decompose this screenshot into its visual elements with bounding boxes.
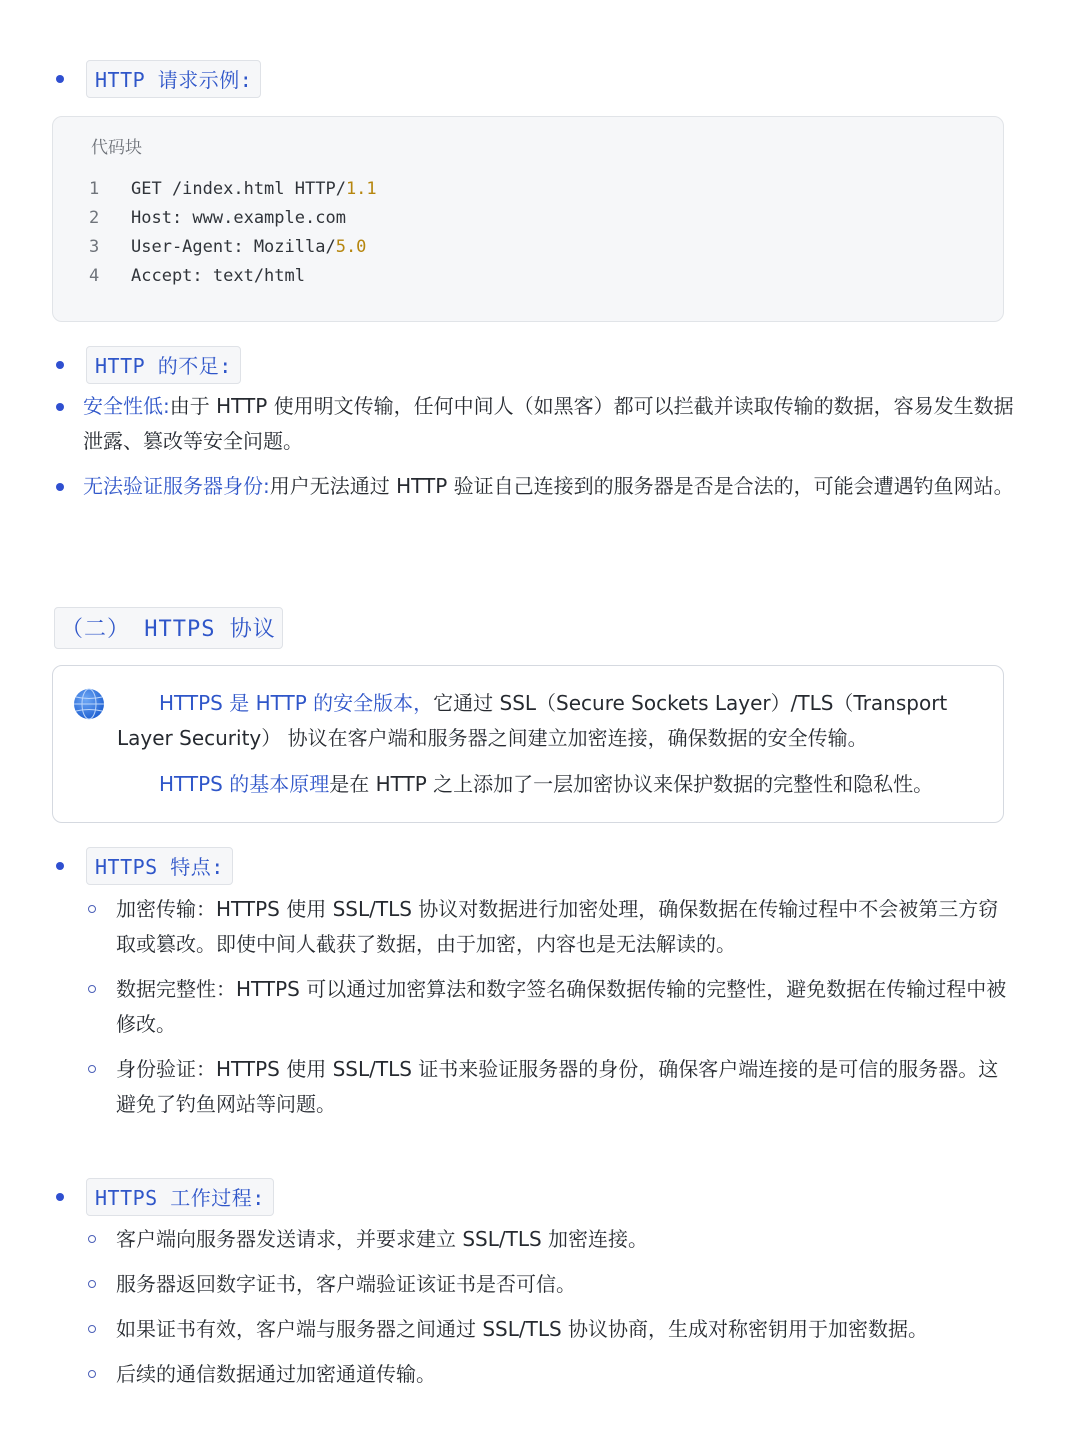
globe-icon xyxy=(73,688,105,720)
line-number: 4 xyxy=(89,266,100,286)
item-text: 数据完整性：HTTPS 可以通过加密算法和数字签名确保数据传输的完整性，避免数据在传输过程中被修改。 xyxy=(116,977,1007,1036)
sub-list-item xyxy=(88,1052,1008,1122)
bullet-dot xyxy=(56,75,64,83)
list-item xyxy=(56,469,1016,504)
line-number: 1 xyxy=(89,179,100,199)
item-text: 后续的通信数据通过加密通道传输。 xyxy=(116,1362,436,1386)
bullet-dot xyxy=(56,862,64,870)
code-block[interactable] xyxy=(52,116,1004,322)
circle-bullet xyxy=(88,1280,96,1288)
callout-highlight: HTTPS 是 HTTP 的安全版本， xyxy=(159,691,434,715)
circle-bullet xyxy=(88,1370,96,1378)
circle-bullet xyxy=(88,985,96,993)
http-issues-heading-row xyxy=(56,346,241,384)
code-lines xyxy=(89,175,377,291)
section-heading-https: （二） HTTPS 协议 xyxy=(54,607,283,649)
code-line xyxy=(89,204,377,233)
callout-text: 它通过 SSL（Secure Sockets Layer）/TLS（Transport Layer Security） 协议在客户端和服务器之间建立加密连接，确保数据的安全传输。 xyxy=(117,691,948,750)
line-number: 2 xyxy=(89,208,100,228)
sub-list-item xyxy=(88,1357,1008,1392)
code-line xyxy=(89,262,377,291)
list-item xyxy=(56,389,1016,459)
item-text: 客户端向服务器发送请求，并要求建立 SSL/TLS 加密连接。 xyxy=(116,1227,649,1251)
item-text: 如果证书有效，客户端与服务器之间通过 SSL/TLS 协议协商，生成对称密钥用于加密数据。 xyxy=(116,1317,929,1341)
item-text: 用户无法通过 HTTP 验证自己连接到的服务器是否是合法的，可能会遭遇钓鱼网站。 xyxy=(269,474,1014,498)
code-line xyxy=(89,175,377,204)
circle-bullet xyxy=(88,1065,96,1073)
callout-paragraph xyxy=(117,686,977,756)
https-process-heading: HTTPS 工作过程: xyxy=(86,1178,274,1216)
https-process-heading-row xyxy=(56,1178,274,1216)
circle-bullet xyxy=(88,1235,96,1243)
circle-bullet xyxy=(88,905,96,913)
bullet-dot xyxy=(56,361,64,369)
info-callout xyxy=(52,665,1004,823)
code-text: GET /index.html HTTP/ xyxy=(131,179,346,199)
bullet-dot xyxy=(56,1193,64,1201)
code-number: 1.1 xyxy=(345,179,377,199)
code-text: Accept: text/html xyxy=(131,266,305,286)
bullet-dot xyxy=(56,403,64,411)
sub-list-item xyxy=(88,1267,1008,1302)
code-block-label: 代码块 xyxy=(91,138,142,158)
item-term: 无法验证服务器身份: xyxy=(83,474,270,498)
http-example-heading: HTTP 请求示例: xyxy=(86,60,261,98)
code-line xyxy=(89,233,377,262)
circle-bullet xyxy=(88,1325,96,1333)
line-number: 3 xyxy=(89,237,100,257)
code-text: User-Agent: Mozilla/ xyxy=(131,237,336,257)
http-example-heading-row xyxy=(56,60,261,98)
item-term: 安全性低: xyxy=(83,394,170,418)
callout-paragraph xyxy=(117,767,977,802)
code-text: Host: www.example.com xyxy=(131,208,346,228)
http-issues-heading: HTTP 的不足: xyxy=(86,346,241,384)
code-number: 5.0 xyxy=(335,237,367,257)
https-features-heading: HTTPS 特点: xyxy=(86,847,233,885)
item-text: 服务器返回数字证书，客户端验证该证书是否可信。 xyxy=(116,1272,576,1296)
sub-list-item xyxy=(88,892,1008,962)
callout-highlight: HTTPS 的基本原理 xyxy=(159,772,330,796)
sub-list-item xyxy=(88,1312,1008,1347)
sub-list-item xyxy=(88,1222,1008,1257)
item-text: 加密传输：HTTPS 使用 SSL/TLS 协议对数据进行加密处理，确保数据在传输过程中不会被第三方窃取或篡改。即使中间人截获了数据，由于加密，内容也是无法解读的。 xyxy=(116,897,999,956)
sub-list-item xyxy=(88,972,1008,1042)
item-text: 由于 HTTP 使用明文传输，任何中间人（如黑客）都可以拦截并读取传输的数据，容易发生数据泄露、篡改等安全问题。 xyxy=(83,394,1014,453)
https-features-heading-row xyxy=(56,847,233,885)
callout-text: 是在 HTTP 之上添加了一层加密协议来保护数据的完整性和隐私性。 xyxy=(329,772,934,796)
item-text: 身份验证：HTTPS 使用 SSL/TLS 证书来验证服务器的身份，确保客户端连接的是可信的服务器。这避免了钓鱼网站等问题。 xyxy=(116,1057,999,1116)
bullet-dot xyxy=(56,483,64,491)
